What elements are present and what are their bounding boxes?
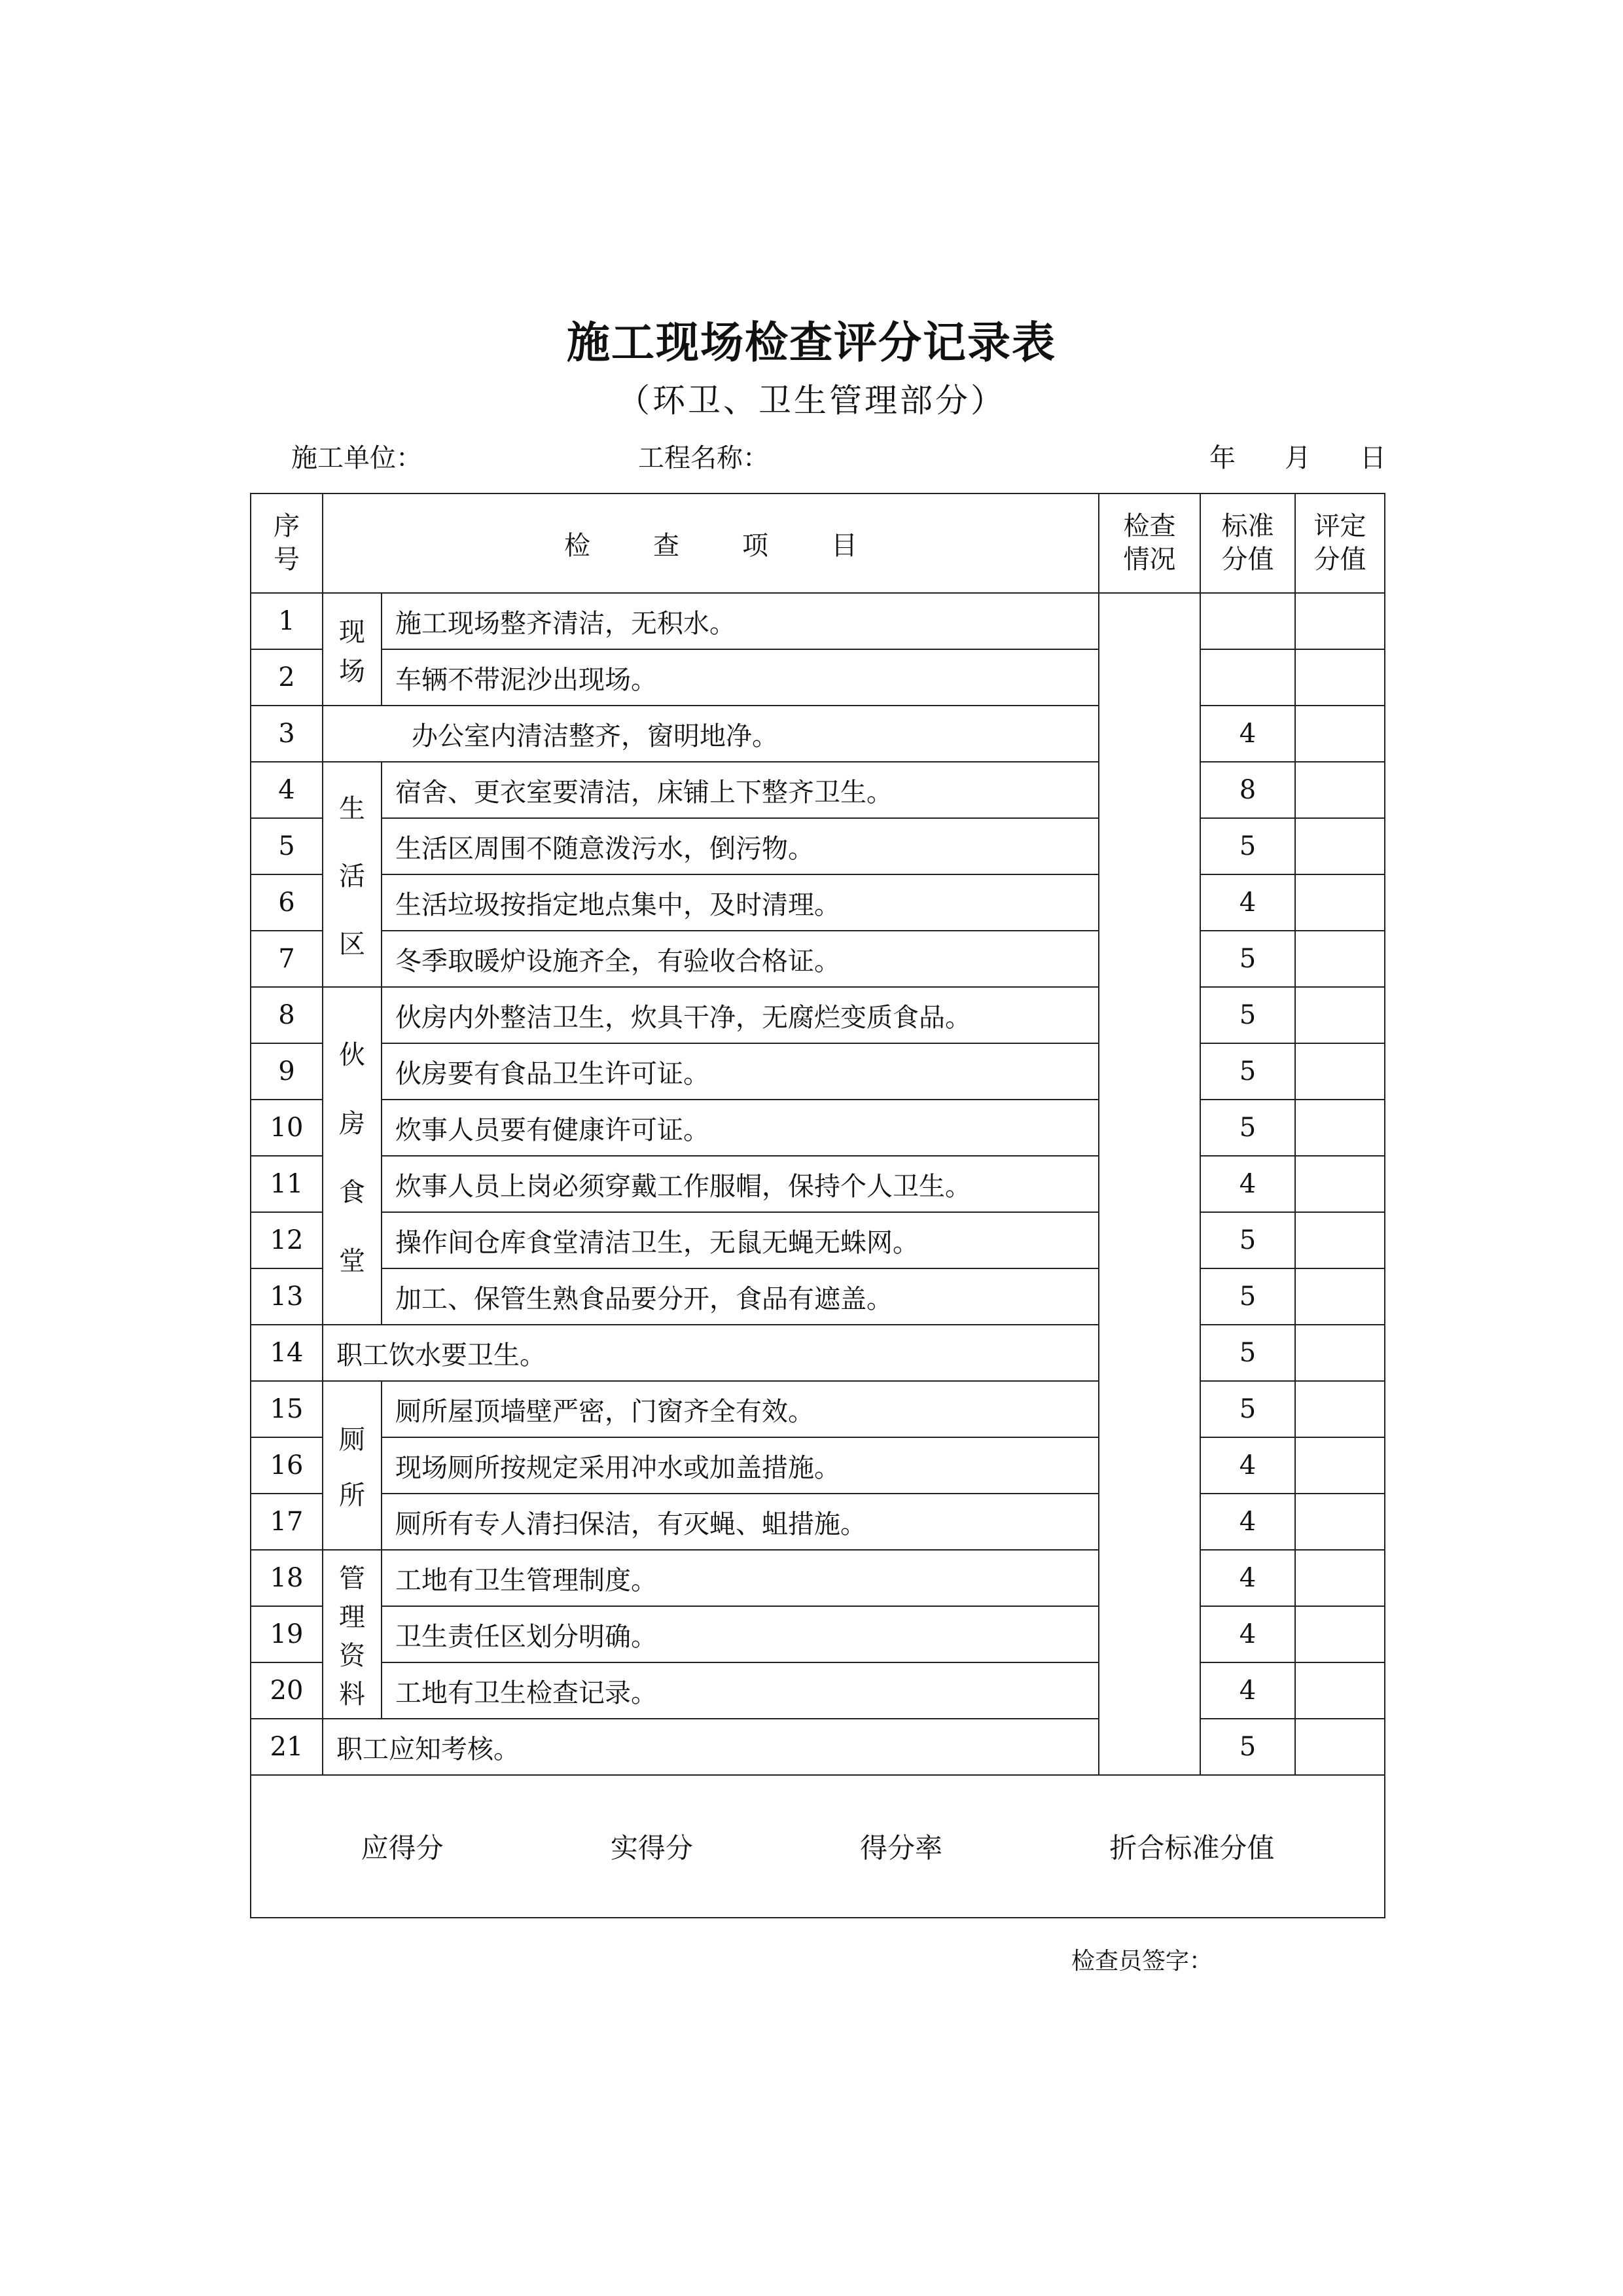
- project-name-label: 工程名称：: [638, 443, 769, 473]
- table-row: [251, 1325, 1385, 1381]
- row-number: 19: [251, 1606, 323, 1662]
- evaluated-score-cell[interactable]: [1295, 1268, 1385, 1325]
- day-label: 日: [1360, 443, 1386, 473]
- evaluated-score-cell[interactable]: [1295, 1381, 1385, 1437]
- standard-score: 4: [1200, 1156, 1295, 1212]
- header-standard-score: 标准 分值: [1200, 493, 1295, 593]
- evaluated-score-cell[interactable]: [1295, 818, 1385, 874]
- check-status-cell[interactable]: [1099, 593, 1200, 1775]
- evaluated-score-cell[interactable]: [1295, 762, 1385, 818]
- evaluated-score-cell[interactable]: [1295, 1100, 1385, 1156]
- evaluated-score-cell[interactable]: [1295, 1719, 1385, 1775]
- table-row: [251, 649, 1385, 706]
- standard-score: 5: [1200, 1268, 1295, 1325]
- standard-score: 4: [1200, 1494, 1295, 1550]
- table-row: [251, 818, 1385, 874]
- evaluated-score-cell[interactable]: [1295, 706, 1385, 762]
- table-row: [251, 1212, 1385, 1268]
- table-row: [251, 874, 1385, 931]
- standard-score: 4: [1200, 706, 1295, 762]
- summary-cell: [251, 1775, 1385, 1918]
- table-row: [251, 1606, 1385, 1662]
- header-evaluated-score: 评定 分值: [1295, 493, 1385, 593]
- table-row: [251, 706, 1385, 762]
- group-label-docs: 管 理 资 料: [323, 1550, 382, 1719]
- row-number: 1: [251, 593, 323, 649]
- evaluated-score-cell[interactable]: [1295, 1212, 1385, 1268]
- evaluated-score-cell[interactable]: [1295, 649, 1385, 706]
- table-row: [251, 1719, 1385, 1775]
- row-number: 15: [251, 1381, 323, 1437]
- row-number: 11: [251, 1156, 323, 1212]
- standard-score: 5: [1200, 1325, 1295, 1381]
- year-label: 年: [1209, 443, 1236, 473]
- group-label-kitchen: 伙 房 食 堂: [323, 987, 382, 1325]
- summary-score-rate: 得分率: [860, 1832, 943, 1864]
- evaluated-score-cell[interactable]: [1295, 987, 1385, 1043]
- header-check-status: 检查 情况: [1099, 493, 1200, 593]
- standard-score: 4: [1200, 1606, 1295, 1662]
- check-item: 厕所有专人清扫保洁，有灭蝇、蛆措施。: [382, 1494, 1099, 1550]
- standard-score: 5: [1200, 1381, 1295, 1437]
- standard-score: [1200, 649, 1295, 706]
- standard-score: [1200, 593, 1295, 649]
- row-number: 2: [251, 649, 323, 706]
- standard-score: 4: [1200, 1437, 1295, 1494]
- table-row: [251, 1100, 1385, 1156]
- table-header-row: [251, 493, 1385, 593]
- table-row: [251, 762, 1385, 818]
- inspection-table: [250, 493, 1385, 1918]
- evaluated-score-cell[interactable]: [1295, 593, 1385, 649]
- month-label: 月: [1285, 443, 1311, 473]
- evaluated-score-cell[interactable]: [1295, 874, 1385, 931]
- row-number: 18: [251, 1550, 323, 1606]
- page-title: 施工现场检查评分记录表: [567, 317, 1056, 368]
- row-number: 12: [251, 1212, 323, 1268]
- header-seq: 序 号: [251, 493, 323, 593]
- check-item: 宿舍、更衣室要清洁，床铺上下整齐卫生。: [382, 762, 1099, 818]
- group-label-toilet: 厕 所: [323, 1381, 382, 1550]
- evaluated-score-cell[interactable]: [1295, 1662, 1385, 1719]
- check-item: 冬季取暖炉设施齐全，有验收合格证。: [382, 931, 1099, 987]
- table-row: [251, 1662, 1385, 1719]
- check-item: 操作间仓库食堂清洁卫生，无鼠无蝇无蛛网。: [382, 1212, 1099, 1268]
- row-number: 8: [251, 987, 323, 1043]
- standard-score: 5: [1200, 1043, 1295, 1100]
- check-item: 生活区周围不随意泼污水，倒污物。: [382, 818, 1099, 874]
- check-item: 伙房内外整洁卫生，炊具干净，无腐烂变质食品。: [382, 987, 1099, 1043]
- check-item: 炊事人员要有健康许可证。: [382, 1100, 1099, 1156]
- group-label-site: 现 场: [323, 593, 382, 706]
- construction-unit-label: 施工单位：: [291, 443, 422, 473]
- table-row: [251, 1381, 1385, 1437]
- row-number: 7: [251, 931, 323, 987]
- evaluated-score-cell[interactable]: [1295, 1550, 1385, 1606]
- standard-score: 4: [1200, 1550, 1295, 1606]
- evaluated-score-cell[interactable]: [1295, 1494, 1385, 1550]
- summary-actual-score: 实得分: [610, 1832, 693, 1864]
- row-number: 10: [251, 1100, 323, 1156]
- row-number: 6: [251, 874, 323, 931]
- standard-score: 5: [1200, 1100, 1295, 1156]
- inspector-signature-label: 检查员签字：: [1071, 1948, 1213, 1975]
- check-item: 施工现场整齐清洁，无积水。: [382, 593, 1099, 649]
- summary-should-score: 应得分: [361, 1832, 444, 1864]
- evaluated-score-cell[interactable]: [1295, 1156, 1385, 1212]
- page-subtitle: （环卫、卫生管理部分）: [617, 382, 1006, 420]
- check-item: 伙房要有食品卫生许可证。: [382, 1043, 1099, 1100]
- check-item: 现场厕所按规定采用冲水或加盖措施。: [382, 1437, 1099, 1494]
- table-row: [251, 593, 1385, 649]
- table-row: [251, 1268, 1385, 1325]
- table-row: [251, 931, 1385, 987]
- evaluated-score-cell[interactable]: [1295, 931, 1385, 987]
- standard-score: 4: [1200, 874, 1295, 931]
- standard-score: 4: [1200, 1662, 1295, 1719]
- evaluated-score-cell[interactable]: [1295, 1437, 1385, 1494]
- row-number: 16: [251, 1437, 323, 1494]
- standard-score: 5: [1200, 987, 1295, 1043]
- header-check-items: 检 查 项 目: [323, 493, 1099, 593]
- table-row: [251, 1156, 1385, 1212]
- row-number: 21: [251, 1719, 323, 1775]
- summary-converted-score: 折合标准分值: [1109, 1832, 1275, 1864]
- check-item: 卫生责任区划分明确。: [382, 1606, 1099, 1662]
- row-number: 4: [251, 762, 323, 818]
- row-number: 20: [251, 1662, 323, 1719]
- table-row: [251, 1494, 1385, 1550]
- date-labels: [1209, 437, 1386, 475]
- standard-score: 5: [1200, 1719, 1295, 1775]
- evaluated-score-cell[interactable]: [1295, 1043, 1385, 1100]
- evaluated-score-cell[interactable]: [1295, 1325, 1385, 1381]
- check-item: 职工应知考核。: [323, 1719, 1099, 1775]
- table-row: [251, 1437, 1385, 1494]
- standard-score: 8: [1200, 762, 1295, 818]
- table-row: [251, 1043, 1385, 1100]
- row-number: 14: [251, 1325, 323, 1381]
- standard-score: 5: [1200, 931, 1295, 987]
- row-number: 9: [251, 1043, 323, 1100]
- check-item: 办公室内清洁整齐，窗明地净。: [323, 706, 1099, 762]
- check-item: 工地有卫生检查记录。: [382, 1662, 1099, 1719]
- check-item: 车辆不带泥沙出现场。: [382, 649, 1099, 706]
- summary-row: [251, 1775, 1385, 1918]
- table-row: [251, 1550, 1385, 1606]
- row-number: 17: [251, 1494, 323, 1550]
- row-number: 13: [251, 1268, 323, 1325]
- standard-score: 5: [1200, 1212, 1295, 1268]
- check-item: 职工饮水要卫生。: [323, 1325, 1099, 1381]
- table-row: [251, 987, 1385, 1043]
- check-item: 工地有卫生管理制度。: [382, 1550, 1099, 1606]
- row-number: 5: [251, 818, 323, 874]
- standard-score: 5: [1200, 818, 1295, 874]
- check-item: 厕所屋顶墙壁严密，门窗齐全有效。: [382, 1381, 1099, 1437]
- group-label-living: 生 活 区: [323, 762, 382, 987]
- check-item: 炊事人员上岗必须穿戴工作服帽，保持个人卫生。: [382, 1156, 1099, 1212]
- check-item: 加工、保管生熟食品要分开，食品有遮盖。: [382, 1268, 1099, 1325]
- check-item: 生活垃圾按指定地点集中，及时清理。: [382, 874, 1099, 931]
- evaluated-score-cell[interactable]: [1295, 1606, 1385, 1662]
- row-number: 3: [251, 706, 323, 762]
